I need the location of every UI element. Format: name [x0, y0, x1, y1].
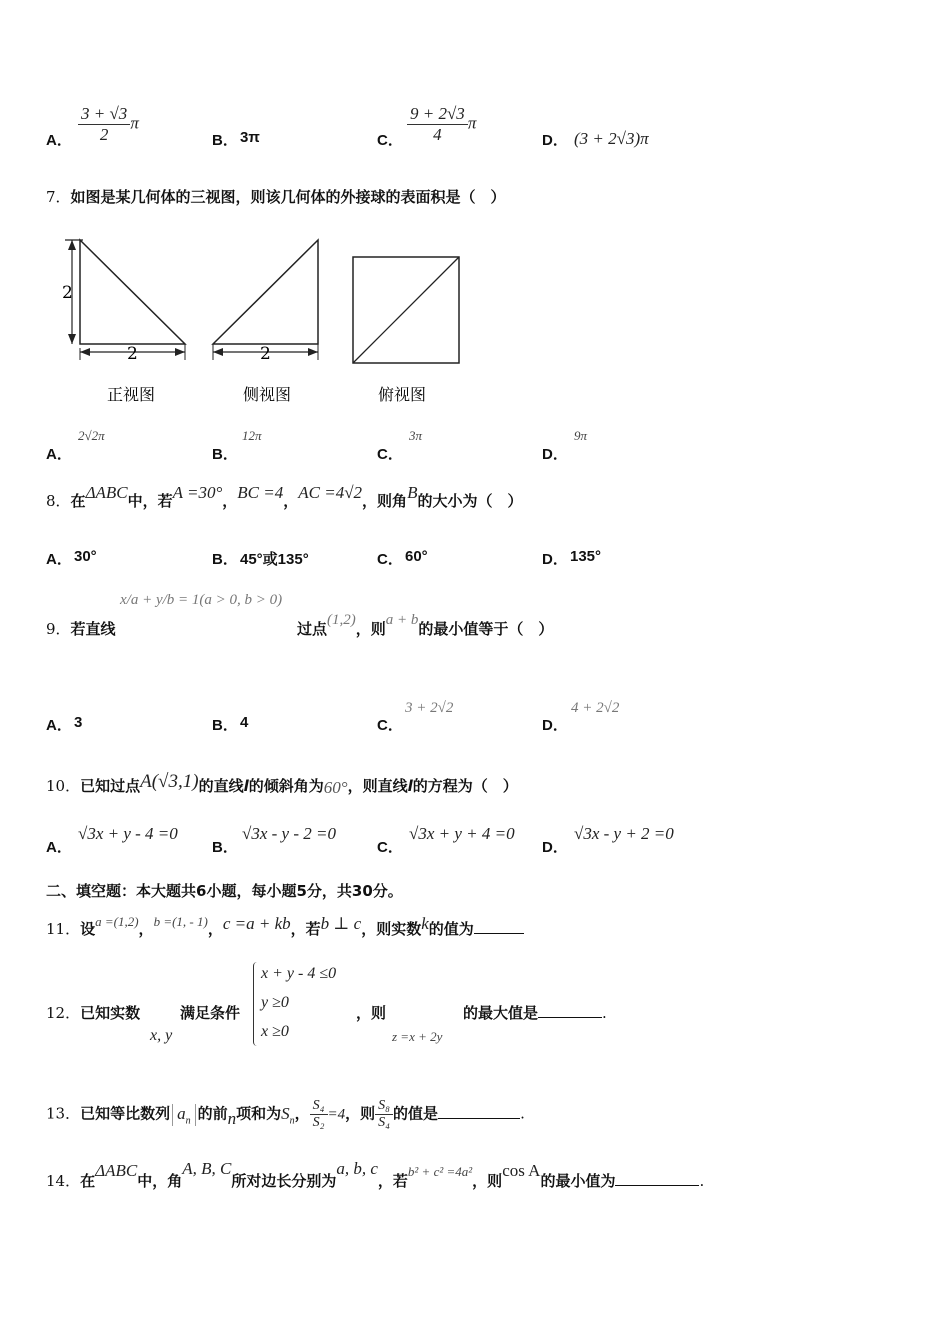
q8-option-c-letter: C． [377, 551, 403, 568]
front-height-dim: 2 [62, 283, 73, 303]
q10-option-d-letter: D． [542, 839, 568, 856]
q8-option-b-value: 45°或135° [240, 551, 309, 568]
q8-option-c-value: 60° [405, 548, 428, 565]
q9-option-a-value: 3 [74, 714, 83, 731]
q10-option-c-letter: C． [377, 839, 403, 856]
q10-option-c-value: √3x + y + 4 =0 [409, 824, 515, 843]
q10-option-b-letter: B． [212, 839, 238, 856]
q7-option-d-letter: D． [542, 446, 568, 463]
q12-stem-b: 的最大值是 . [463, 1004, 607, 1022]
q7-text: 如图是某几何体的三视图，则该几何体的外接球的表面积是（ ） [70, 188, 506, 206]
q7-option-a-letter: A． [46, 446, 72, 463]
side-view-label: 侧视图 [243, 385, 292, 404]
q8-option-a-value: 30° [74, 548, 97, 565]
q10-option-d-value: √3x - y + 2 =0 [574, 824, 674, 843]
q6-option-c-value: $\frac{9 + 2√3}{4}$ π [407, 104, 476, 145]
q9-option-d-letter: D． [542, 717, 568, 734]
q6-option-b-value: 3π [240, 129, 260, 146]
q14-stem: 14．在ΔABC中，角A, B, C所对边长分别为a, b, c，若b² + c² =4a²，则cos A的最小值为 . [46, 1159, 705, 1190]
q8-option-b-letter: B． [212, 551, 238, 568]
q9-option-c-value: 3 + 2√2 [405, 700, 454, 716]
q6-option-b-letter: B． [212, 132, 238, 149]
q12-cond-1: x + y - 4 ≤0 [261, 965, 337, 982]
q12-stem-a: 12．已知实数 [46, 1004, 141, 1022]
front-view [62, 240, 185, 404]
q7-option-c-letter: C． [377, 446, 403, 463]
q7-option-d-value: 9π [574, 428, 588, 443]
q7-number: 7． [46, 188, 71, 206]
q10-option-a-letter: A． [46, 839, 72, 856]
q6-option-a-letter: A． [46, 132, 72, 149]
q12-then: ，则 [356, 1004, 387, 1022]
q6-option-c-letter: C． [377, 132, 403, 149]
q9-option-c-letter: C． [377, 717, 403, 734]
q9-line-equation: x/a + y/b = 1(a > 0, b > 0) [120, 592, 283, 608]
q12-cond-3: x ≥0 [261, 1023, 289, 1040]
q10-option-b-value: √3x - y - 2 =0 [242, 824, 336, 843]
q6-option-a-value: $\frac{3 + √3}{2}$ π [78, 104, 139, 145]
q12-condition-label: 满足条件 [180, 1004, 241, 1022]
q10-option-a-value: √3x + y - 4 =0 [78, 824, 178, 843]
q11-stem: 11．设a =(1,2)，b =(1, - 1)，c =a + kb，若b ⊥ c，则实数k的值为 [46, 918, 524, 939]
q12-objective: z =x + 2y [392, 1029, 443, 1044]
q9-option-a-letter: A． [46, 717, 72, 734]
q7-option-c-value: 3π [409, 428, 423, 443]
front-width-dim: 2 [127, 344, 138, 364]
q8-option-d-value: 135° [570, 548, 602, 565]
q13-stem: 13．已知等比数列 $a_n$ 的前n项和为$S_n$， $\frac{\text{S₄}}{\text{S₂}}$ =4，则 $\frac{\text{S₈}}{\text{S₄}}$ 的值是 . [46, 1098, 525, 1130]
q7-stem [46, 186, 506, 207]
side-view [213, 240, 318, 404]
three-view-figure [55, 228, 475, 418]
q6-option-d-value: (3 + 2√3)π [574, 129, 649, 148]
q8-stem: 8．在ΔABC中，若A =30°，BC =4，AC =4√2，则角B的大小为（ ） [46, 483, 523, 510]
section2-title: 二、填空题：本大题共6小题，每小题5分，共30分。 [46, 882, 403, 900]
q12-brace [253, 962, 260, 1046]
q12-cond-2: y ≥0 [261, 994, 289, 1011]
q9-stem-b: 过点(1,2)，则a + b的最小值等于（ ） [297, 612, 554, 638]
top-view [353, 257, 459, 404]
q9-option-b-value: 4 [240, 714, 249, 731]
front-view-label: 正视图 [107, 385, 156, 404]
side-width-dim: 2 [260, 344, 271, 364]
q8-option-a-letter: A． [46, 551, 72, 568]
q9-option-d-value: 4 + 2√2 [571, 700, 620, 716]
q10-stem: 10．已知过点A(√3,1)的直线l的倾斜角为60°，则直线l的方程为（ ） [46, 771, 518, 797]
q7-option-a-value: 2√2π [78, 428, 105, 443]
q9-stem-a: 9．若直线 [46, 620, 116, 638]
q6-option-d-letter: D． [542, 132, 568, 149]
top-view-label: 俯视图 [378, 385, 427, 404]
q7-option-b-value: 12π [242, 428, 262, 443]
q12-vars: x, y [150, 1027, 173, 1044]
q8-option-d-letter: D． [542, 551, 568, 568]
q7-option-b-letter: B． [212, 446, 238, 463]
q9-option-b-letter: B． [212, 717, 238, 734]
